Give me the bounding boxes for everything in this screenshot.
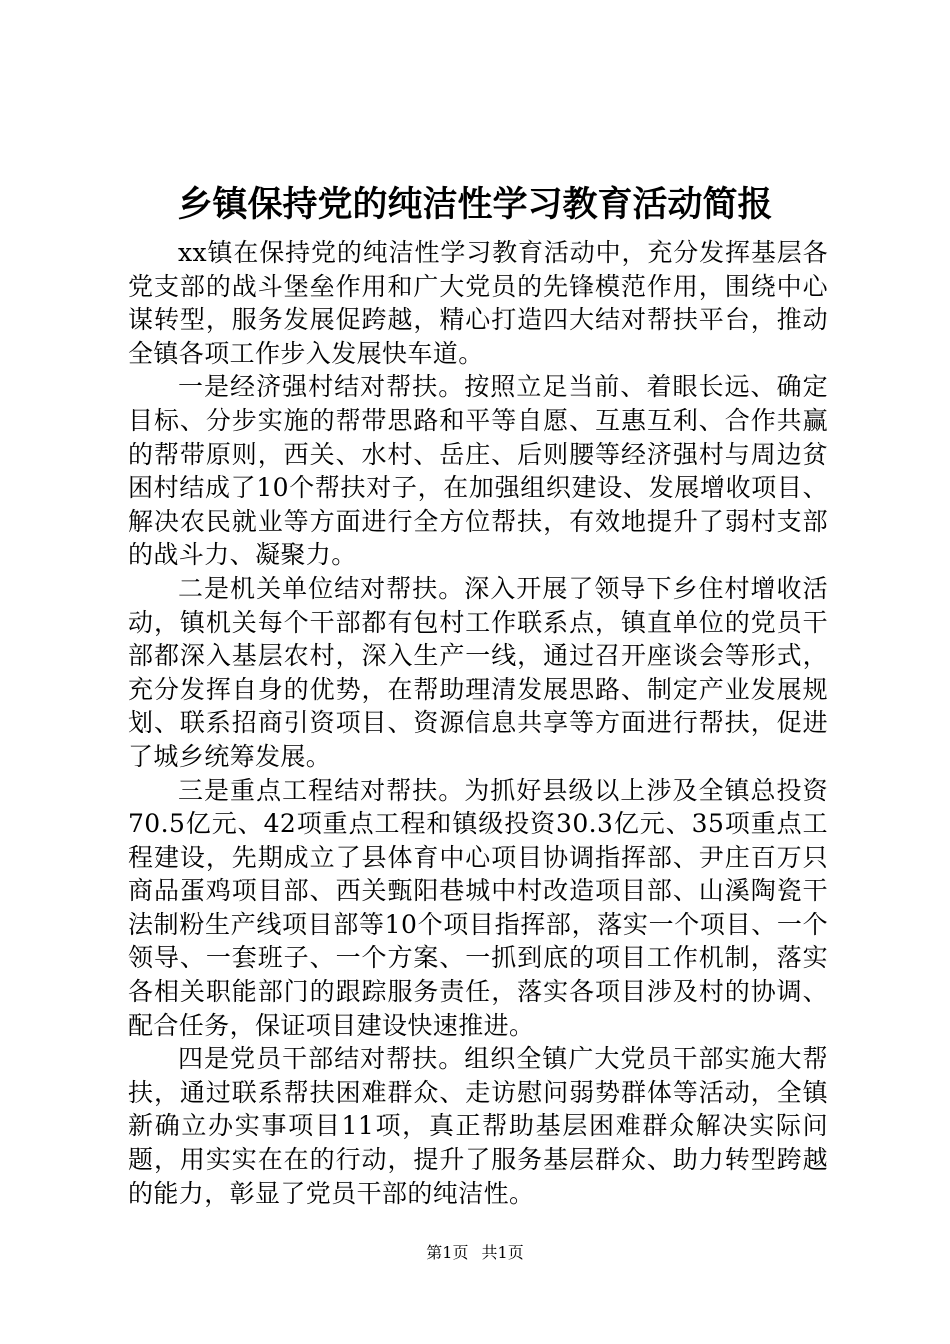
- paragraph-economic-villages: 一是经济强村结对帮扶。按照立足当前、着眼长远、确定目标、分步实施的帮带思路和平等自愿、互惠互利、合作共赢的帮带原则，西关、水村、岳庄、后则腰等经济强村与周边贫困村结成了10个帮扶对子，在加强组织建设、发展增收项目、解决农民就业等方面进行全方位帮扶，有效地提升了弱村支部的战斗力、凝聚力。: [128, 372, 828, 570]
- page-total: 共1页: [481, 1243, 524, 1262]
- page-number: 第1页: [426, 1243, 469, 1262]
- paragraph-government-units: 二是机关单位结对帮扶。深入开展了领导下乡住村增收活动，镇机关每个干部都有包村工作联系点，镇直单位的党员干部都深入基层农村，深入生产一线，通过召开座谈会等形式，充分发挥自身的优势，在帮助理清发展思路、制定产业发展规划、联系招商引资项目、资源信息共享等方面进行帮扶，促进了城乡统筹发展。: [128, 573, 828, 771]
- page-footer: [0, 1242, 950, 1264]
- paragraph-intro: xx镇在保持党的纯洁性学习教育活动中，充分发挥基层各党支部的战斗堡垒作用和广大党员的先锋模范作用，围绕中心谋转型，服务发展促跨越，精心打造四大结对帮扶平台，推动全镇各项工作步入发展快车道。: [128, 238, 828, 368]
- document-body: [128, 236, 828, 1210]
- document-title: 乡镇保持党的纯洁性学习教育活动简报: [177, 184, 773, 225]
- paragraph-key-projects: 三是重点工程结对帮扶。为抓好县级以上涉及全镇总投资70.5亿元、42项重点工程和镇级投资30.3亿元、35项重点工程建设，先期成立了县体育中心项目协调指挥部、尹庄百万只商品蛋鸡项目部、西关甄阳巷城中村改造项目部、山溪陶瓷干法制粉生产线项目部等10个项目指挥部，落实一个项目、一个领导、一套班子、一个方案、一抓到底的项目工作机制，落实各相关职能部门的跟踪服务责任，落实各项目涉及村的协调、配合任务，保证项目建设快速推进。: [128, 775, 828, 1040]
- paragraph-party-cadres: 四是党员干部结对帮扶。组织全镇广大党员干部实施大帮扶，通过联系帮扶困难群众、走访慰问弱势群体等活动，全镇新确立办实事项目11项，真正帮助基层困难群众解决实际问题，用实实在在的行动，提升了服务基层群众、助力转型跨越的能力，彰显了党员干部的纯洁性。: [128, 1044, 828, 1208]
